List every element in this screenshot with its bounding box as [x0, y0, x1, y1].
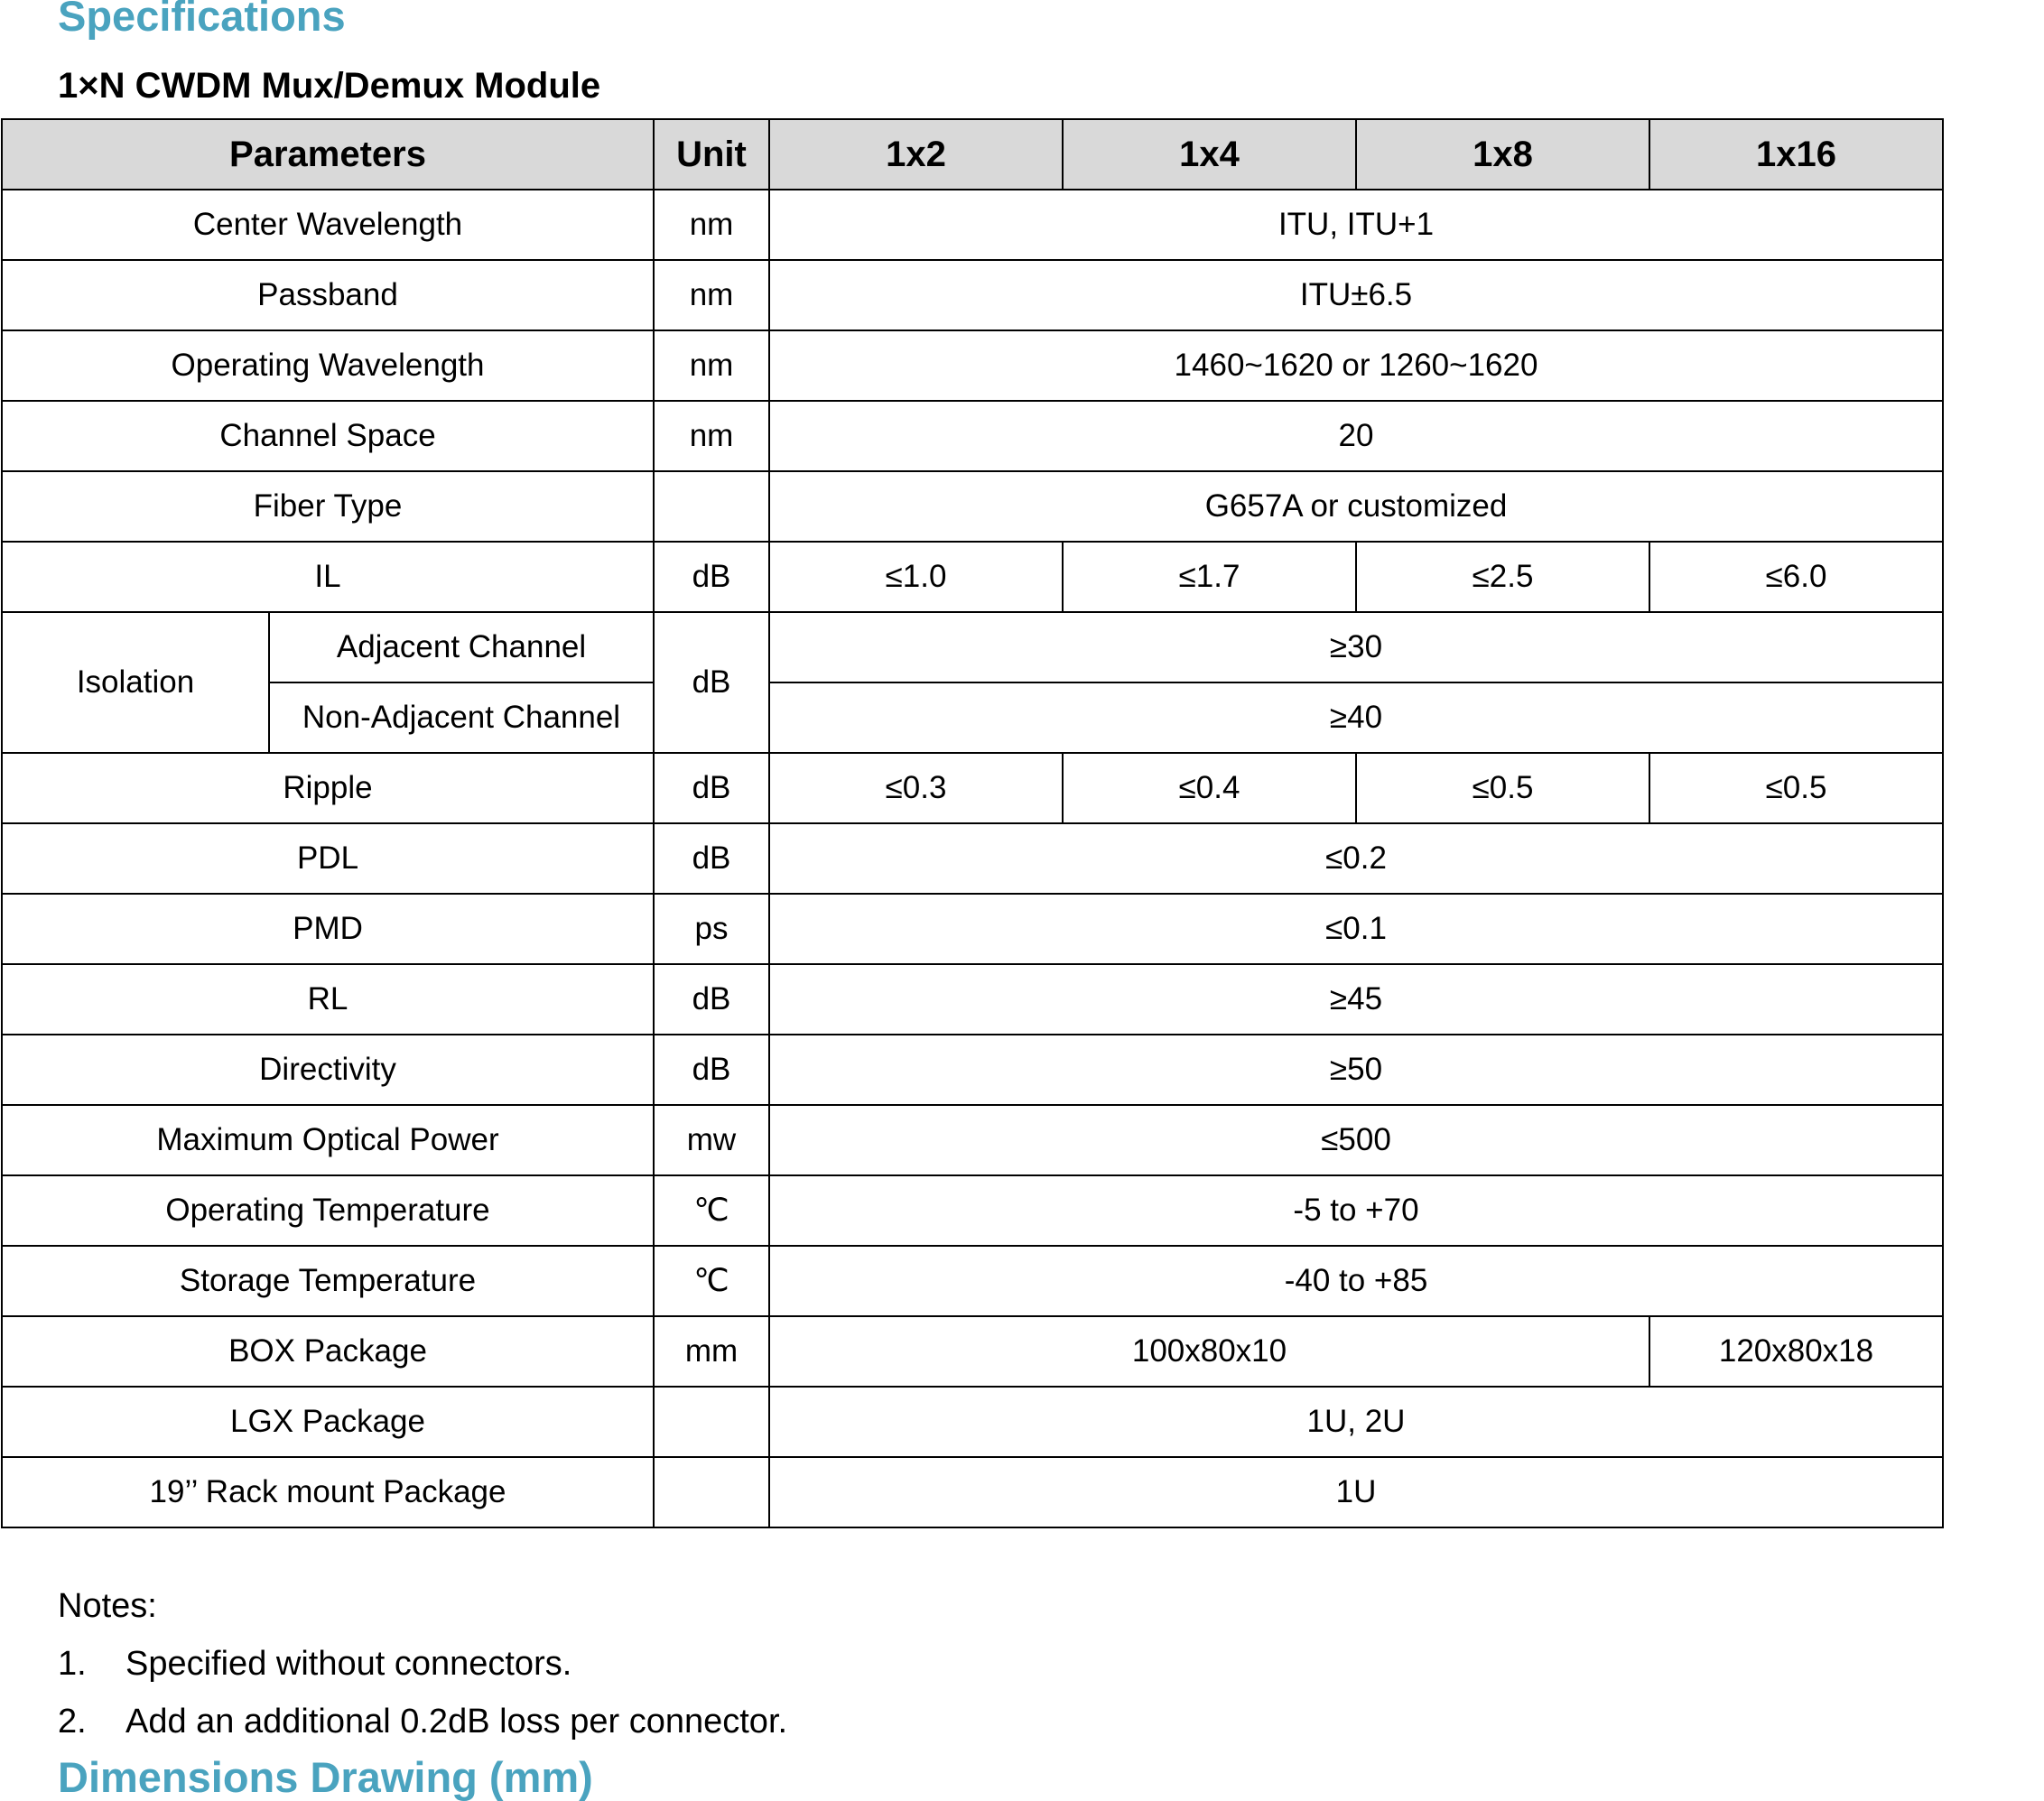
value-cell: ≥45 — [769, 964, 1943, 1035]
table-row — [2, 612, 1943, 682]
value-cell-1x4: ≤1.7 — [1063, 542, 1356, 612]
header-1x8: 1x8 — [1356, 119, 1649, 190]
header-1x16: 1x16 — [1649, 119, 1943, 190]
notes-section — [58, 1577, 787, 1750]
unit-cell: mm — [654, 1316, 769, 1387]
table-row — [2, 330, 1943, 401]
sub-param-label: Non-Adjacent Channel — [269, 682, 654, 753]
param-label: LGX Package — [2, 1387, 654, 1457]
param-label: Isolation — [2, 612, 269, 753]
value-cell: ≥40 — [769, 682, 1943, 753]
value-cell: 1460~1620 or 1260~1620 — [769, 330, 1943, 401]
unit-cell: nm — [654, 260, 769, 330]
table-row — [2, 260, 1943, 330]
unit-cell: nm — [654, 401, 769, 471]
unit-cell: ℃ — [654, 1246, 769, 1316]
note-text: Specified without connectors. — [125, 1645, 572, 1683]
unit-cell: dB — [654, 823, 769, 894]
value-cell: G657A or customized — [769, 471, 1943, 542]
value-cell-1x8: ≤0.5 — [1356, 753, 1649, 823]
header-1x2: 1x2 — [769, 119, 1063, 190]
param-label: 19’’ Rack mount Package — [2, 1457, 654, 1527]
param-label: BOX Package — [2, 1316, 654, 1387]
note-number: 1. — [58, 1645, 87, 1683]
param-label: Maximum Optical Power — [2, 1105, 654, 1175]
param-label: Center Wavelength — [2, 190, 654, 260]
table-header-row — [2, 119, 1943, 190]
unit-cell: mw — [654, 1105, 769, 1175]
table-row — [2, 1105, 1943, 1175]
module-title: 1×N CWDM Mux/Demux Module — [58, 66, 601, 106]
value-cell-1x16: 120x80x18 — [1649, 1316, 1943, 1387]
table-row — [2, 823, 1943, 894]
unit-cell — [654, 471, 769, 542]
value-cell-1x2: ≤0.3 — [769, 753, 1063, 823]
unit-cell: dB — [654, 964, 769, 1035]
specifications-table — [1, 118, 1944, 1528]
param-label: RL — [2, 964, 654, 1035]
param-label: Operating Temperature — [2, 1175, 654, 1246]
notes-heading: Notes: — [58, 1587, 157, 1625]
note-item — [58, 1693, 787, 1750]
table-row — [2, 894, 1943, 964]
table-row — [2, 1457, 1943, 1527]
param-label: PMD — [2, 894, 654, 964]
param-label: PDL — [2, 823, 654, 894]
unit-cell: ℃ — [654, 1175, 769, 1246]
unit-cell: dB — [654, 612, 769, 753]
note-item — [58, 1635, 787, 1693]
value-cell: ≤0.2 — [769, 823, 1943, 894]
table-row — [2, 1246, 1943, 1316]
unit-cell — [654, 1387, 769, 1457]
value-cell-1x2-1x8: 100x80x10 — [769, 1316, 1649, 1387]
param-label: Ripple — [2, 753, 654, 823]
param-label: Directivity — [2, 1035, 654, 1105]
param-label: Storage Temperature — [2, 1246, 654, 1316]
header-1x4: 1x4 — [1063, 119, 1356, 190]
unit-cell: nm — [654, 190, 769, 260]
value-cell: 1U, 2U — [769, 1387, 1943, 1457]
param-label: Operating Wavelength — [2, 330, 654, 401]
table-row — [2, 401, 1943, 471]
table-row — [2, 1175, 1943, 1246]
table-row — [2, 964, 1943, 1035]
param-label: Channel Space — [2, 401, 654, 471]
table-row — [2, 190, 1943, 260]
value-cell-1x4: ≤0.4 — [1063, 753, 1356, 823]
unit-cell: dB — [654, 1035, 769, 1105]
header-unit: Unit — [654, 119, 769, 190]
sub-param-label: Adjacent Channel — [269, 612, 654, 682]
value-cell-1x8: ≤2.5 — [1356, 542, 1649, 612]
dimensions-heading: Dimensions Drawing (mm) — [58, 1753, 593, 1801]
value-cell: ≤500 — [769, 1105, 1943, 1175]
unit-cell: dB — [654, 753, 769, 823]
param-label: IL — [2, 542, 654, 612]
value-cell: ITU, ITU+1 — [769, 190, 1943, 260]
value-cell-1x16: ≤6.0 — [1649, 542, 1943, 612]
note-text: Add an additional 0.2dB loss per connector. — [125, 1703, 788, 1741]
value-cell: ≥30 — [769, 612, 1943, 682]
header-parameters: Parameters — [2, 119, 654, 190]
note-number: 2. — [58, 1703, 87, 1741]
value-cell: ≤0.1 — [769, 894, 1943, 964]
table-row — [2, 1387, 1943, 1457]
table-row — [2, 682, 1943, 753]
value-cell: 20 — [769, 401, 1943, 471]
specifications-heading: Specifications — [58, 0, 346, 40]
table-row — [2, 471, 1943, 542]
unit-cell: nm — [654, 330, 769, 401]
table-row — [2, 1316, 1943, 1387]
value-cell-1x2: ≤1.0 — [769, 542, 1063, 612]
unit-cell — [654, 1457, 769, 1527]
value-cell: ≥50 — [769, 1035, 1943, 1105]
param-label: Passband — [2, 260, 654, 330]
value-cell: 1U — [769, 1457, 1943, 1527]
param-label: Fiber Type — [2, 471, 654, 542]
unit-cell: ps — [654, 894, 769, 964]
value-cell: -5 to +70 — [769, 1175, 1943, 1246]
value-cell-1x16: ≤0.5 — [1649, 753, 1943, 823]
value-cell: -40 to +85 — [769, 1246, 1943, 1316]
table-row — [2, 753, 1943, 823]
unit-cell: dB — [654, 542, 769, 612]
table-row — [2, 542, 1943, 612]
table-row — [2, 1035, 1943, 1105]
value-cell: ITU±6.5 — [769, 260, 1943, 330]
